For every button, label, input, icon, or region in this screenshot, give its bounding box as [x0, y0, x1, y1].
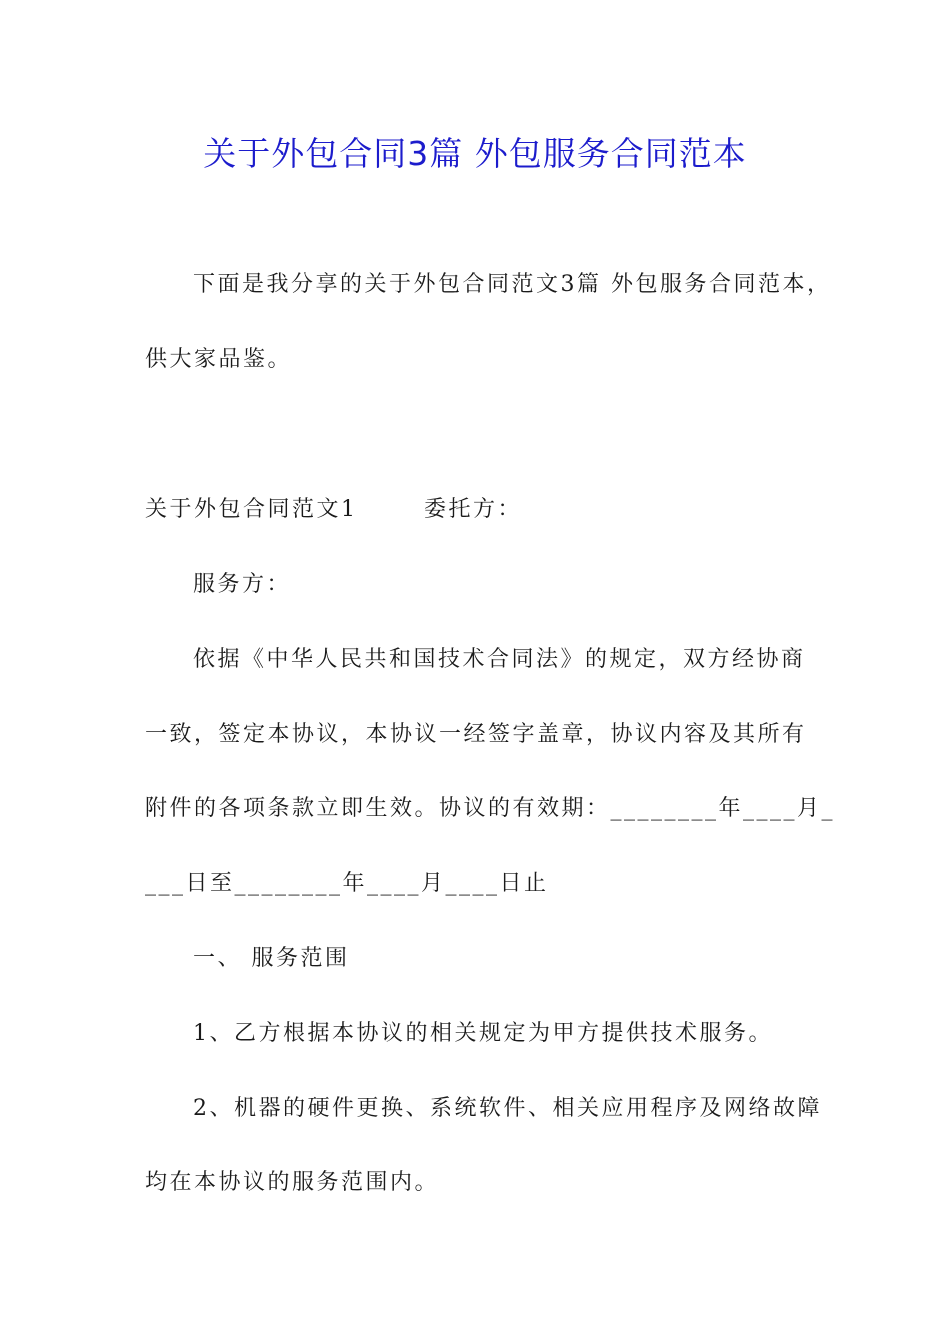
section-heading-line: 关于外包合同范文1 委托方：: [145, 497, 522, 522]
intro-line-2: 供大家品鉴。: [145, 347, 293, 372]
document-title: 关于外包合同3篇 外包服务合同范本: [203, 134, 747, 173]
clause-item-1: 1、乙方根据本协议的相关规定为甲方提供技术服务。: [193, 1021, 773, 1046]
paragraph-line-3: 附件的各项条款立即生效。协议的有效期：________年____月_: [145, 796, 836, 821]
paragraph-line-4: ___日至________年____月____日止: [145, 871, 549, 896]
intro-line-1: 下面是我分享的关于外包合同范文3篇 外包服务合同范本，: [193, 272, 832, 297]
paragraph-line-1: 依据《中华人民共和国技术合同法》的规定，双方经协商: [193, 647, 806, 672]
service-party-line: 服务方：: [193, 572, 292, 597]
clause-item-2-line-1: 2、机器的硬件更换、系统软件、相关应用程序及网络故障: [193, 1096, 822, 1121]
paragraph-line-2: 一致，签定本协议，本协议一经签字盖章，协议内容及其所有: [145, 722, 807, 747]
clause-heading: 一、 服务范围: [193, 946, 350, 971]
clause-item-2-line-2: 均在本协议的服务范围内。: [145, 1170, 440, 1195]
